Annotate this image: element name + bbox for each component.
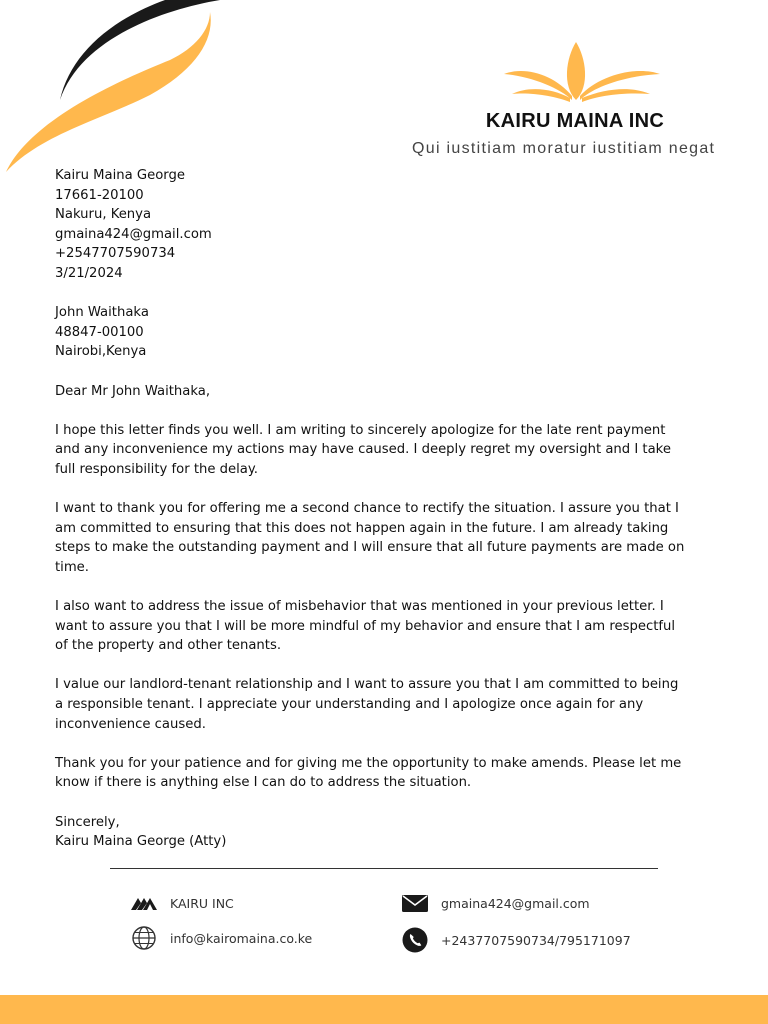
footer-website-email[interactable]: info@kairomaina.co.ke: [170, 930, 313, 946]
body-paragraph-1: I hope this letter finds you well. I am writing to sincerely apologize for the late rent payment and any inconvenience my actions may have caused. I deeply regret my oversight and I take full responsibility for the delay.: [55, 422, 671, 477]
footer-phone: [401, 926, 631, 954]
letter-date: 3/21/2024: [55, 265, 123, 281]
sender-address-block: [55, 166, 685, 284]
envelope-icon: [401, 892, 429, 914]
footer-divider: [110, 868, 658, 869]
sender-phone: +2547707590734: [55, 246, 176, 262]
body-paragraph-2: I want to thank you for offering me a second chance to rectify the situation. I assure you that I am committed to ensuring that this does not happen again in the future. I am already taking steps to make the outstanding payment and I will ensure that all future payments are made on time.: [55, 501, 685, 575]
footer-company: [130, 892, 234, 914]
footer-website: [130, 924, 312, 952]
footer-email-text[interactable]: gmaina424@gmail.com: [441, 895, 590, 911]
sender-postal: 17661-20100: [55, 187, 144, 203]
signature: Kairu Maina George (Atty): [55, 834, 227, 850]
phone-icon: [401, 926, 429, 954]
sender-email: gmaina424@gmail.com: [55, 226, 212, 242]
body-paragraph-5: Thank you for your patience and for giving me the opportunity to make amends. Please let me know if there is anything else I can do to address the situation.: [55, 755, 682, 791]
footer-company-name: KAIRU INC: [170, 895, 234, 911]
header-swoosh-decoration: [0, 0, 240, 180]
company-motto: Qui iustitiam moratur iustitiam negat: [412, 140, 716, 157]
globe-icon: [130, 924, 158, 952]
company-name: KAIRU MAINA INC: [485, 110, 665, 132]
company-mark-icon: [130, 892, 158, 914]
recipient-postal: 48847-00100: [55, 324, 144, 340]
sender-city: Nakuru, Kenya: [55, 207, 152, 223]
body-paragraph-4: I value our landlord-tenant relationship and I want to assure you that I am committed to being a responsible tenant. I appreciate your understanding and I apologize once again for any inconvenience caused.: [55, 677, 679, 732]
recipient-city: Nairobi,Kenya: [55, 344, 147, 360]
recipient-name: John Waithaka: [55, 305, 149, 321]
bottom-accent-bar: [0, 995, 768, 1024]
recipient-address-block: [55, 303, 685, 362]
footer-email: [401, 892, 590, 914]
salutation: Dear Mr John Waithaka,: [55, 383, 211, 399]
sender-name: Kairu Maina George: [55, 168, 185, 183]
footer-phone-text[interactable]: +2437707590734/795171097: [441, 932, 631, 948]
body-paragraph-3: I also want to address the issue of misbehavior that was mentioned in your previous letter. I want to assure you that I will be more mindful of my behavior and ensure that I am respectful of the property and other tenants.: [55, 599, 676, 654]
letter-body: [55, 166, 685, 852]
closing: Sincerely,: [55, 814, 120, 830]
closing-block: [55, 813, 685, 852]
lotus-logo-icon: [500, 38, 665, 106]
